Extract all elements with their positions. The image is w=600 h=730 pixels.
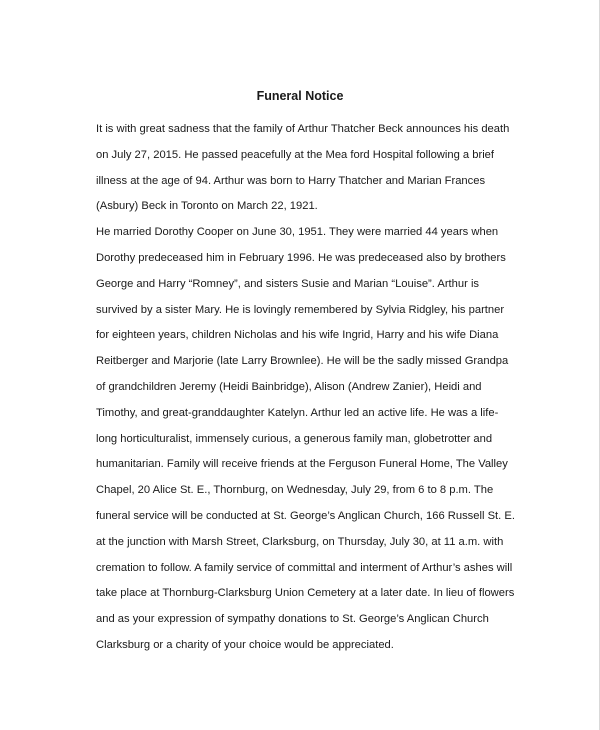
body-line: Dorothy predeceased him in February 1996. He was predeceased also by brothers (96, 251, 506, 264)
body-line: long horticulturalist, immensely curious, a generous family man, globetrotter and (96, 432, 493, 445)
body-line: He married Dorothy Cooper on June 30, 1951. They were married 44 years when (96, 226, 499, 239)
document-body (96, 121, 515, 663)
body-line: illness at the age of 94. Arthur was born to Harry Thatcher and Marian Frances (96, 174, 486, 187)
body-line: funeral service will be conducted at St. George’s Anglican Church, 166 Russell St. E. (96, 509, 515, 522)
body-line: at the junction with Marsh Street, Clarksburg, on Thursday, July 30, at 11 a.m. with (96, 535, 504, 548)
body-line: and as your expression of sympathy donations to St. George’s Anglican Church (96, 613, 489, 626)
body-line: survived by a sister Mary. He is lovingly remembered by Sylvia Ridgley, his partner (96, 303, 505, 316)
body-line: Clarksburg or a charity of your choice would be appreciated. (96, 638, 394, 651)
body-line: It is with great sadness that the family of Arthur Thatcher Beck announces his death (96, 123, 510, 135)
body-line: Reitberger and Marjorie (late Larry Brownlee). He will be the sadly missed Grandpa (96, 355, 509, 368)
body-line: take place at Thornburg-Clarksburg Union Cemetery at a later date. In lieu of flowers (96, 587, 515, 600)
body-line: of grandchildren Jeremy (Heidi Bainbridge), Alison (Andrew Zanier), Heidi and (96, 380, 482, 393)
body-line: Timothy, and great-granddaughter Katelyn. Arthur led an active life. He was a life- (96, 406, 499, 419)
body-line: humanitarian. Family will receive friends at the Ferguson Funeral Home, The Valley (96, 458, 508, 471)
body-line: cremation to follow. A family service of committal and interment of Arthur’s ashes will (96, 561, 513, 574)
document-title: Funeral Notice (256, 89, 344, 103)
body-line: Chapel, 20 Alice St. E., Thornburg, on Wednesday, July 29, from 6 to 8 p.m. The (96, 484, 494, 497)
body-line: (Asbury) Beck in Toronto on March 22, 1921. (96, 200, 318, 213)
body-line: on July 27, 2015. He passed peacefully at the Mea ford Hospital following a brief (96, 148, 495, 161)
body-line: for eighteen years, children Nicholas and his wife Ingrid, Harry and his wife Diana (96, 329, 499, 342)
body-line: George and Harry “Romney”, and sisters Susie and Marian “Louise”. Arthur is (96, 277, 480, 290)
